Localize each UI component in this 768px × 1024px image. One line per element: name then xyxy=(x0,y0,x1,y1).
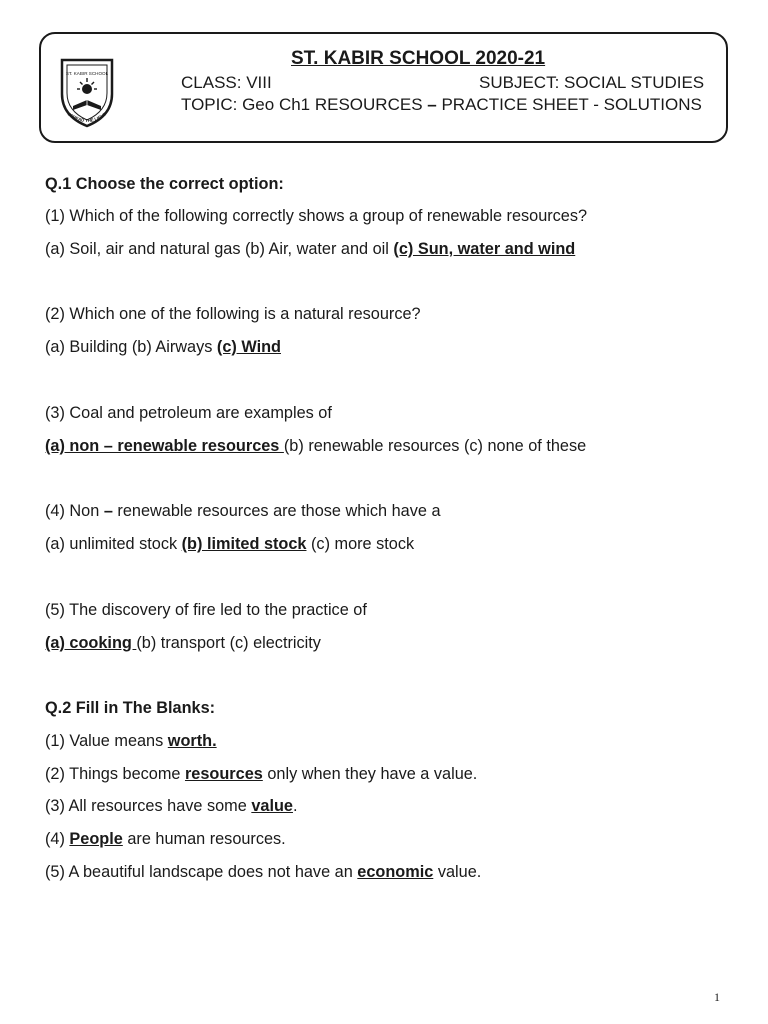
q1-4-options xyxy=(45,534,414,554)
svg-text:SPREAD THE LIGHT xyxy=(67,111,108,123)
option-text: (c) more stock xyxy=(306,535,415,553)
q1-3-question: (3) Coal and petroleum are examples of xyxy=(45,404,332,422)
blank-text: are human resources. xyxy=(122,830,286,848)
q2-1 xyxy=(45,731,217,751)
q1-3-options xyxy=(45,436,586,456)
blank-text: . xyxy=(292,797,298,815)
answer-text: (a) non – renewable resources xyxy=(45,437,284,455)
q1-1-question: (1) Which of the following correctly shows a group of renewable resources? xyxy=(45,207,588,225)
blank-text: (2) Things become xyxy=(45,765,185,783)
q2-3 xyxy=(45,796,298,816)
question-text-a: (4) Non xyxy=(45,502,104,520)
option-text: (a) Soil, air and natural gas (b) Air, water and oil xyxy=(45,240,394,258)
logo-motto: SPREAD THE LIGHT xyxy=(66,111,108,124)
topic-label xyxy=(181,95,702,115)
topic-text-a: TOPIC: Geo Ch1 RESOURCES xyxy=(181,95,428,114)
school-crest-icon xyxy=(56,52,118,130)
answer-text: value xyxy=(251,797,293,815)
answer-text: economic xyxy=(357,863,434,881)
q1-heading: Q.1 Choose the correct option: xyxy=(45,175,284,193)
answer-text: (b) limited stock xyxy=(181,535,307,553)
option-text: (b) transport (c) electricity xyxy=(136,634,321,652)
q1-5-options xyxy=(45,633,321,653)
question-dash: – xyxy=(103,502,113,520)
page-number: 1 xyxy=(714,990,720,1004)
blank-text: (5) A beautiful landscape does not have an xyxy=(45,863,358,881)
blank-text: (3) All resources have some xyxy=(45,797,252,815)
subject-label: SUBJECT: SOCIAL STUDIES xyxy=(479,73,705,92)
q2-4 xyxy=(45,829,286,849)
q2-2 xyxy=(45,764,477,784)
topic-text-b: PRACTICE SHEET - SOLUTIONS xyxy=(436,95,702,114)
option-text: (a) Building (b) Airways xyxy=(45,338,217,356)
q1-5-question: (5) The discovery of fire led to the practice of xyxy=(45,601,367,619)
blank-text: (4) xyxy=(45,830,70,848)
answer-text: worth. xyxy=(167,732,217,750)
q2-heading: Q.2 Fill in The Blanks: xyxy=(45,699,216,717)
answer-text: resources xyxy=(184,765,263,783)
q2-5 xyxy=(45,862,481,882)
q1-2-options xyxy=(45,337,281,357)
blank-text: value. xyxy=(433,863,482,881)
logo-top-text: ST. KABIR SCHOOL xyxy=(65,71,109,76)
answer-text: (a) cooking xyxy=(45,634,137,652)
option-text: (a) unlimited stock xyxy=(45,535,182,553)
answer-text: People xyxy=(69,830,123,848)
blank-text: (1) Value means xyxy=(45,732,168,750)
answer-text: (c) Sun, water and wind xyxy=(393,240,576,258)
q1-1-options xyxy=(45,239,575,259)
option-text: (b) renewable resources (c) none of these xyxy=(283,437,587,455)
school-name: ST. KABIR SCHOOL 2020-21 xyxy=(291,48,546,69)
answer-text: (c) Wind xyxy=(216,338,281,356)
class-label: CLASS: VIII xyxy=(181,73,272,92)
blank-text: only when they have a value. xyxy=(262,765,478,783)
q1-2-question: (2) Which one of the following is a natural resource? xyxy=(45,305,421,323)
topic-dash: – xyxy=(427,95,437,114)
question-text-b: renewable resources are those which have a xyxy=(112,502,441,520)
q1-4-question xyxy=(45,501,441,521)
